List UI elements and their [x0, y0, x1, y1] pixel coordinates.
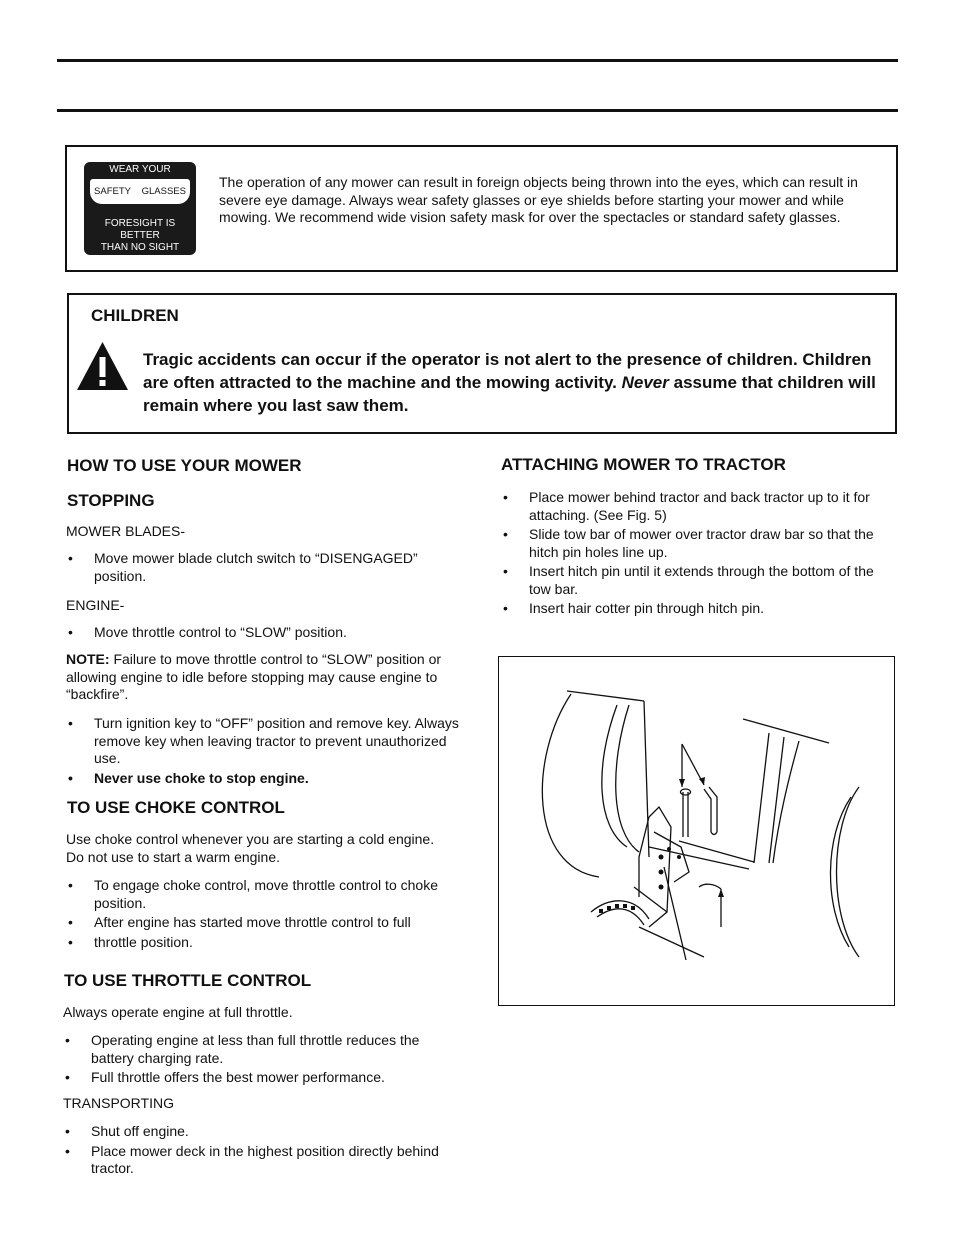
list-item: • Full throttle offers the best mower performance.: [63, 1069, 463, 1087]
hitch-figure: [498, 656, 895, 1006]
badge-line2: FORESIGHT IS BETTER: [104, 218, 176, 241]
list-item: • Move mower blade clutch switch to “DISENGAGED” position.: [66, 550, 466, 585]
choke-warning: Never use choke to stop engine.: [94, 769, 309, 786]
mower-hitch-illustration: [499, 657, 893, 1004]
list-item: • Move throttle control to “SLOW” position.: [66, 624, 466, 642]
list-item: • Slide tow bar of mower over tractor draw bar so that the hitch pin holes line up.: [501, 526, 896, 561]
throttle-heading: TO USE THROTTLE CONTROL: [64, 971, 312, 990]
badge-lens-left: SAFETY: [94, 186, 131, 197]
badge-slogan: [84, 218, 196, 254]
list-item: • Insert hitch pin until it extends through the bottom of the tow bar.: [501, 563, 896, 598]
key-list: [66, 715, 466, 789]
badge-line1: WEAR YOUR: [109, 164, 171, 175]
note-label: NOTE:: [66, 651, 110, 667]
attaching-heading: ATTACHING MOWER TO TRACTOR: [501, 455, 786, 474]
badge-line3: THAN NO SIGHT: [100, 242, 180, 253]
transport-list: [63, 1123, 463, 1180]
list-item: • Place mower behind tractor and back tractor up to it for attaching. (See Fig. 5): [501, 489, 896, 524]
children-title: CHILDREN: [91, 306, 179, 325]
attaching-list: [501, 489, 896, 620]
list-item: • throttle position.: [66, 934, 466, 952]
note-paragraph: [66, 651, 461, 704]
how-to-use-heading: HOW TO USE YOUR MOWER: [67, 456, 302, 475]
choke-list: [66, 877, 466, 953]
list-item: • Insert hair cotter pin through hitch pin.: [501, 600, 896, 618]
choke-text: Use choke control whenever you are starting a cold engine. Do not use to start a warm engine.: [66, 831, 435, 865]
mower-blades-label: MOWER BLADES-: [66, 523, 186, 539]
engine-list: [66, 624, 466, 644]
list-item: • Place mower deck in the highest position directly behind tractor.: [63, 1143, 463, 1178]
children-warning-text: [143, 348, 883, 417]
badge-lens-right: GLASSES: [141, 186, 186, 197]
children-warning-main: Tragic accidents can occur if the operator is not alert to the presence of children. Children are often attracted to the machine and the mowing activity.: [143, 350, 872, 392]
children-warning-end: assume that children will remain where you last saw them.: [143, 373, 876, 415]
glasses-icon: [90, 179, 190, 204]
blades-list: [66, 550, 466, 587]
children-warning-never: Never: [621, 373, 669, 392]
list-item: • Operating engine at less than full throttle reduces the battery charging rate.: [63, 1032, 463, 1067]
list-item: • To engage choke control, move throttle control to choke position.: [66, 877, 466, 912]
stopping-heading: STOPPING: [67, 491, 155, 510]
note-text: Failure to move throttle control to “SLOW” position or allowing engine to idle before stopping may cause engine to “backfire”.: [66, 651, 442, 702]
safety-glasses-badge: [84, 162, 196, 255]
throttle-text: Always operate engine at full throttle.: [63, 1004, 293, 1020]
list-item: • After engine has started move throttle control to full: [66, 914, 466, 932]
warning-triangle-icon: [75, 340, 130, 392]
list-item: [66, 770, 466, 788]
top-rule: [57, 59, 898, 62]
second-rule: [57, 109, 898, 112]
list-item: • Turn ignition key to “OFF” position and remove key. Always remove key when leaving tractor to prevent unauthorized use.: [66, 715, 466, 768]
safety-glasses-text: The operation of any mower can result in foreign objects being thrown into the eyes, which can result in severe eye damage. Always wear safety glasses or eye shields before starting your mower and while mowing. We recommend wide vision safety mask for over the spectacles or standard safety glasses.: [219, 174, 858, 225]
list-item: • Shut off engine.: [63, 1123, 463, 1141]
choke-heading: TO USE CHOKE CONTROL: [67, 798, 285, 817]
throttle-list: [63, 1032, 463, 1089]
engine-label: ENGINE-: [66, 597, 125, 613]
transport-label: TRANSPORTING: [63, 1095, 174, 1111]
